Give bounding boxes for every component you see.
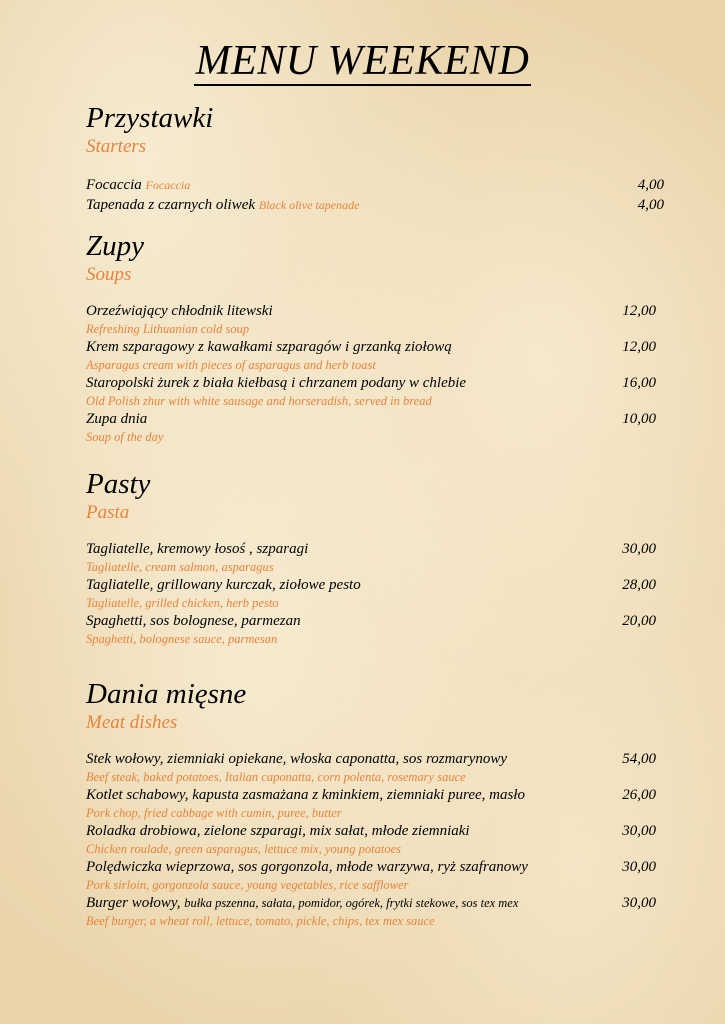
item-price: 20,00	[622, 613, 656, 629]
item-price: 16,00	[622, 375, 656, 391]
menu-item	[86, 338, 656, 374]
item-name-en: Pork sirloin, gorgonzola sauce, young vegetables, rice safflower	[86, 878, 409, 892]
item-name-pl: Polędwiczka wieprzowa, sos gorgonzola, młode warzywa, ryż szafranowy	[86, 859, 528, 875]
item-name-en: Refreshing Lithuanian cold soup	[86, 322, 250, 336]
item-price: 12,00	[622, 303, 656, 319]
section-title-en: Soups	[86, 264, 132, 285]
section-title-pl: Przystawki	[86, 102, 214, 134]
menu-item	[86, 894, 656, 930]
item-name-pl: Kotlet schabowy, kapusta zasmażana z kminkiem, ziemniaki puree, masło	[86, 787, 525, 803]
item-name-pl: Tagliatelle, kremowy łosoś , szparagi	[86, 541, 309, 557]
menu-item	[86, 612, 656, 648]
item-name-pl: Focaccia	[86, 177, 142, 193]
item-name-pl: Burger wołowy,	[86, 895, 181, 911]
item-price: 26,00	[622, 787, 656, 803]
section-title-pl: Zupy	[86, 230, 144, 262]
section-title-pl: Pasty	[86, 468, 151, 500]
section-title-en: Meat dishes	[86, 712, 178, 733]
menu-title: MENU WEEKEND	[195, 38, 530, 84]
menu-item	[86, 302, 656, 338]
item-name-en: Spaghetti, bolognese sauce, parmesan	[86, 632, 278, 646]
item-name-pl: Tapenada z czarnych oliwek	[86, 197, 256, 213]
item-name-en: Soup of the day	[86, 430, 164, 444]
item-price: 12,00	[622, 339, 656, 355]
item-name-pl: Zupa dnia	[86, 411, 148, 427]
menu-item	[86, 822, 656, 858]
item-name-pl: Tagliatelle, grillowany kurczak, ziołowe pesto	[86, 577, 361, 593]
menu-item	[86, 196, 664, 214]
item-description-pl: bułka pszenna, sałata, pomidor, ogórek, frytki stekowe, sos tex mex	[184, 896, 519, 910]
menu-item	[86, 176, 664, 194]
item-name-en: Old Polish zhur with white sausage and horseradish, served in bread	[86, 394, 432, 408]
item-name-pl: Stek wołowy, ziemniaki opiekane, włoska caponatta, sos rozmarynowy	[86, 751, 508, 767]
item-name-en: Asparagus cream with pieces of asparagus and herb toast	[86, 358, 376, 372]
section-title-pl: Dania mięsne	[86, 678, 247, 710]
item-price: 10,00	[622, 411, 656, 427]
item-name-en: Chicken roulade, green asparagus, lettuce mix, young potatoes	[86, 842, 401, 856]
item-name-en: Tagliatelle, grilled chicken, herb pesto	[86, 596, 279, 610]
item-price: 4,00	[637, 177, 664, 193]
section-meat	[86, 678, 656, 930]
menu-item	[86, 750, 656, 786]
item-name-pl: Staropolski żurek z biała kiełbasą i chrzanem podany w chlebie	[86, 375, 467, 391]
item-name-en: Black olive tapenade	[258, 198, 360, 212]
item-name-pl: Spaghetti, sos bolognese, parmezan	[86, 613, 301, 629]
item-name-pl: Krem szparagowy z kawałkami szparagów i grzanką ziołową	[86, 339, 452, 355]
item-name-en: Beef steak, baked potatoes, Italian caponatta, corn polenta, rosemary sauce	[86, 770, 466, 784]
section-starters	[86, 102, 664, 214]
item-price: 30,00	[622, 895, 656, 911]
item-name-pl: Orzeźwiający chłodnik litewski	[86, 303, 273, 319]
item-price: 54,00	[622, 751, 656, 767]
section-soups	[86, 230, 656, 446]
menu-item	[86, 540, 656, 576]
menu-item	[86, 786, 656, 822]
section-pasta	[86, 468, 656, 648]
menu-item	[86, 576, 656, 612]
item-price: 4,00	[637, 197, 664, 213]
menu-item	[86, 374, 656, 410]
section-title-en: Pasta	[86, 502, 130, 523]
item-name-en: Beef burger, a wheat roll, lettuce, tomato, pickle, chips, tex mex sauce	[86, 914, 435, 928]
item-name-en: Focaccia	[145, 178, 191, 192]
menu-item	[86, 410, 656, 446]
item-name-en: Pork chop, fried cabbage with cumin, puree, butter	[86, 806, 342, 820]
item-price: 30,00	[622, 859, 656, 875]
section-title-en: Starters	[86, 136, 147, 157]
item-price: 28,00	[622, 577, 656, 593]
item-name-pl: Roladka drobiowa, zielone szparagi, mix sałat, młode ziemniaki	[86, 823, 470, 839]
menu-item	[86, 858, 656, 894]
item-price: 30,00	[622, 823, 656, 839]
item-price: 30,00	[622, 541, 656, 557]
item-name-en: Tagliatelle, cream salmon, asparagus	[86, 560, 274, 574]
